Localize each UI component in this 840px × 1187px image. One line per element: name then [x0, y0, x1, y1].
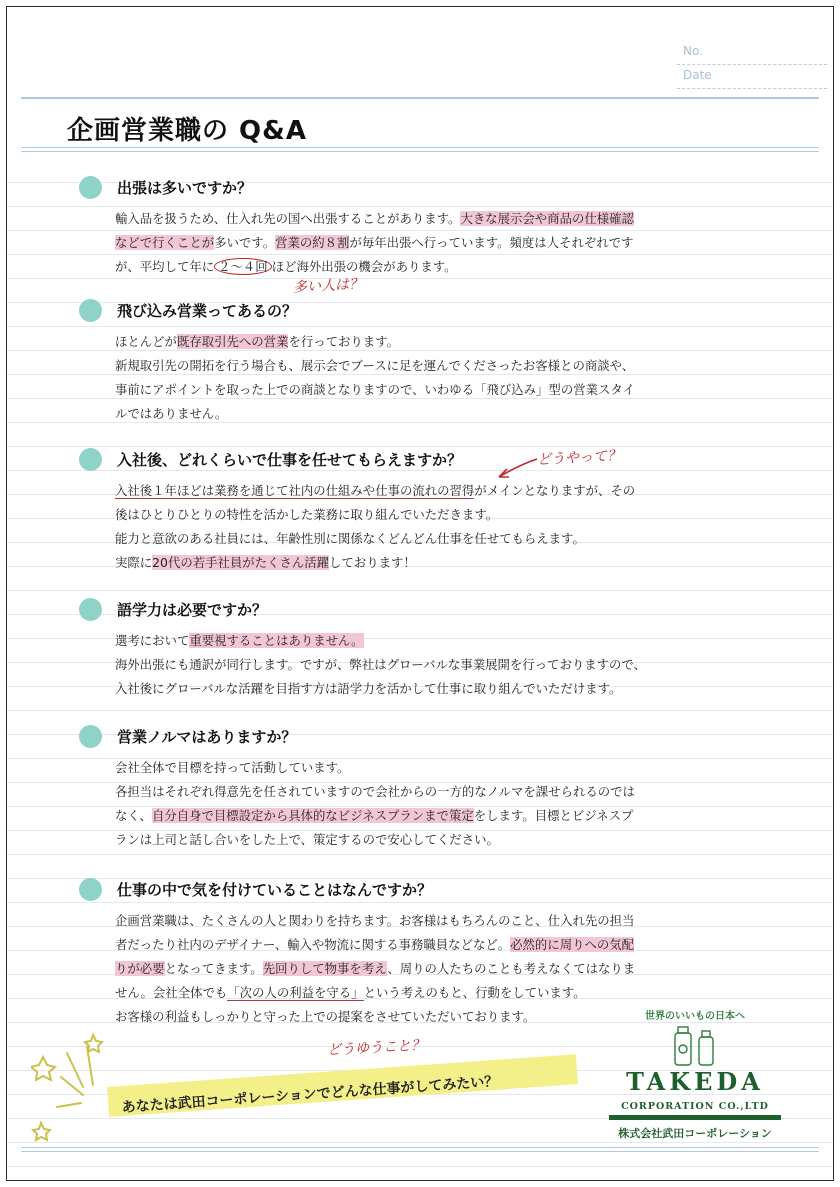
answer-line	[115, 653, 725, 677]
answer-text: 多いです。	[214, 235, 276, 250]
answer-line	[115, 354, 725, 378]
emphasis-text: ２～４回	[214, 258, 272, 275]
answer-line	[115, 828, 725, 852]
handwritten-note: どうやって？	[536, 447, 622, 469]
answer-text: 会社全体で目標を持って活動しています。	[115, 760, 350, 775]
emphasis-text: りが必要	[115, 961, 165, 976]
bottom-question: あなたは武田コーポレーションでどんな仕事がしてみたい？	[121, 1073, 499, 1116]
question-title: 出張は多いですか？	[117, 179, 253, 197]
emphasis-text: 大きな展示会や商品の仕様確認	[460, 211, 634, 226]
question-bullet	[79, 598, 102, 621]
question-title: 飛び込み営業ってあるの？	[117, 302, 298, 320]
answer-paragraph	[115, 207, 725, 279]
answer-line	[115, 255, 725, 279]
emphasis-text: などで行くことが	[115, 235, 215, 250]
answer-paragraph	[115, 756, 725, 852]
answer-line	[115, 503, 725, 527]
answer-text: 能力と意欲のある社員には、年齢性別に関係なくどんどん仕事を任せてもらえます。	[115, 531, 585, 546]
question-bullet	[79, 725, 102, 748]
emphasis-text: 20代の若手社員がたくさん活躍	[152, 555, 330, 570]
answer-text: ランは上司と話し合いをした上で、策定するので安心してください。	[115, 832, 499, 847]
answer-text: をします。目標とビジネスプ	[473, 808, 634, 823]
answer-text: 輸入品を扱うため、仕入れ先の国へ出張することがあります。	[115, 211, 461, 226]
emphasis-text: 「次の人の利益を守る」	[227, 985, 364, 1000]
handwritten-note: 多い人は？	[292, 276, 364, 296]
answer-text: 、周りの人たちのことも考えなくてはなりま	[387, 961, 636, 976]
answer-line	[115, 479, 725, 503]
emphasis-text: 既存取引先への営業	[176, 334, 289, 349]
answer-paragraph	[115, 629, 725, 701]
answer-line	[115, 402, 725, 426]
header-rule	[21, 97, 819, 99]
notebook-page	[6, 6, 834, 1181]
footer-rule	[21, 1147, 819, 1152]
question-title: 語学力は必要ですか？	[117, 601, 268, 619]
answer-line	[115, 1005, 725, 1029]
date-field: Date	[677, 65, 827, 89]
logo-bar	[609, 1115, 781, 1120]
answer-text: 入社後にグローバルな活躍を目指す方は語学力を活かして仕事に取り組んでいただけます。	[115, 681, 622, 696]
answer-text: 海外出張にも通訳が同行します。ですが、弊社はグローバルな事業展開を行っておりますので、	[115, 657, 646, 672]
answer-text: 各担当はそれぞれ得意先を任されていますので会社からの一方的なノルマを課せられるのでは	[115, 784, 635, 799]
question-title: 営業ノルマはありますか？	[117, 728, 297, 746]
answer-text: しております！	[329, 555, 416, 570]
answer-paragraph	[115, 479, 725, 575]
answer-line	[115, 981, 725, 1005]
emphasis-text: 重要視することはありません。	[189, 633, 364, 648]
question-title: 入社後、どれくらいで仕事を任せてもらえますか？	[117, 451, 463, 469]
bottles-icon	[665, 1023, 725, 1067]
question-title: 仕事の中で気を付けていることはなんですか？	[117, 881, 433, 899]
answer-line	[115, 909, 725, 933]
question-bullet	[79, 878, 102, 901]
answer-line	[115, 330, 725, 354]
answer-line	[115, 780, 725, 804]
logo-tagline: 世界のいいもの日本へ	[645, 1011, 745, 1022]
answer-text: が、平均して年に	[115, 259, 215, 274]
answer-text: が毎年出張へ行っています。頻度は人それぞれです	[349, 235, 634, 250]
answer-paragraph	[115, 909, 725, 1029]
answer-text: 実際に	[115, 555, 153, 570]
answer-text: ルではありません。	[115, 406, 228, 421]
answer-text: 事前にアポイントを取った上での商談となりますので、いわゆる「飛び込み」型の営業スタイ	[115, 382, 635, 397]
question-bullet	[79, 299, 102, 322]
answer-line	[115, 378, 725, 402]
answer-text: 者だったり社内のデザイナー、輸入や物流に関する事務職員などなど。	[115, 937, 511, 952]
answer-line	[115, 629, 725, 653]
answer-line	[115, 677, 725, 701]
no-field: No.	[677, 41, 827, 65]
handwritten-note: どうゆうこと？	[326, 1037, 426, 1059]
answer-line	[115, 933, 725, 957]
answer-text: 企画営業職は、たくさんの人と関わりを持ちます。お客様はもちろんのこと、仕入れ先の担当	[115, 913, 635, 928]
emphasis-text: 入社後１年ほどは業務を通じて社内の仕組みや仕事の流れの習得	[115, 483, 475, 498]
answer-text: せん。会社全体でも	[115, 985, 228, 1000]
answer-text: 後はひとりひとりの特性を活かした業務に取り組んでいただきます。	[115, 507, 499, 522]
answer-text: ほとんどが	[115, 334, 177, 349]
answer-text: がメインとなりますが、その	[474, 483, 636, 498]
answer-line	[115, 957, 725, 981]
answer-line	[115, 207, 725, 231]
logo-corp: CORPORATION CO.,LTD	[621, 1101, 769, 1112]
answer-text: を行っております。	[288, 334, 399, 349]
answer-line	[115, 231, 725, 255]
logo-brand: TAKEDA	[626, 1067, 764, 1096]
answer-text: お客様の利益もしっかりと守った上での提案をさせていただいております。	[115, 1009, 536, 1024]
emphasis-text: 必然的に周りへの気配	[510, 937, 635, 952]
emphasis-text: 営業の約８割	[275, 235, 350, 250]
question-bullet	[79, 448, 102, 471]
answer-text: 新規取引先の開拓を行う場合も、展示会でブースに足を運んでくださったお客様との商談や、	[115, 358, 635, 373]
answer-line	[115, 756, 725, 780]
emphasis-text: 先回りして物事を考え	[262, 961, 388, 976]
title-rule	[21, 147, 819, 152]
answer-text: なく、	[115, 808, 152, 823]
answer-text: ほど海外出張の機会があります。	[271, 259, 457, 274]
answer-line	[115, 804, 725, 828]
emphasis-text: 自分自身で目標設定から具体的なビジネスプランまで策定	[151, 808, 474, 823]
answer-paragraph	[115, 330, 725, 426]
question-bullet	[79, 176, 102, 199]
answer-line	[115, 551, 725, 575]
meta-block	[677, 41, 827, 89]
logo-company-name: 株式会社武田コーポレーション	[618, 1127, 772, 1140]
answer-line	[115, 527, 725, 551]
answer-text: となってきます。	[164, 961, 263, 976]
answer-text: 選考において	[115, 633, 190, 648]
answer-text: という考えのもと、行動をしています。	[363, 985, 586, 1000]
page-title: 企画営業職の Q&A	[67, 116, 307, 146]
